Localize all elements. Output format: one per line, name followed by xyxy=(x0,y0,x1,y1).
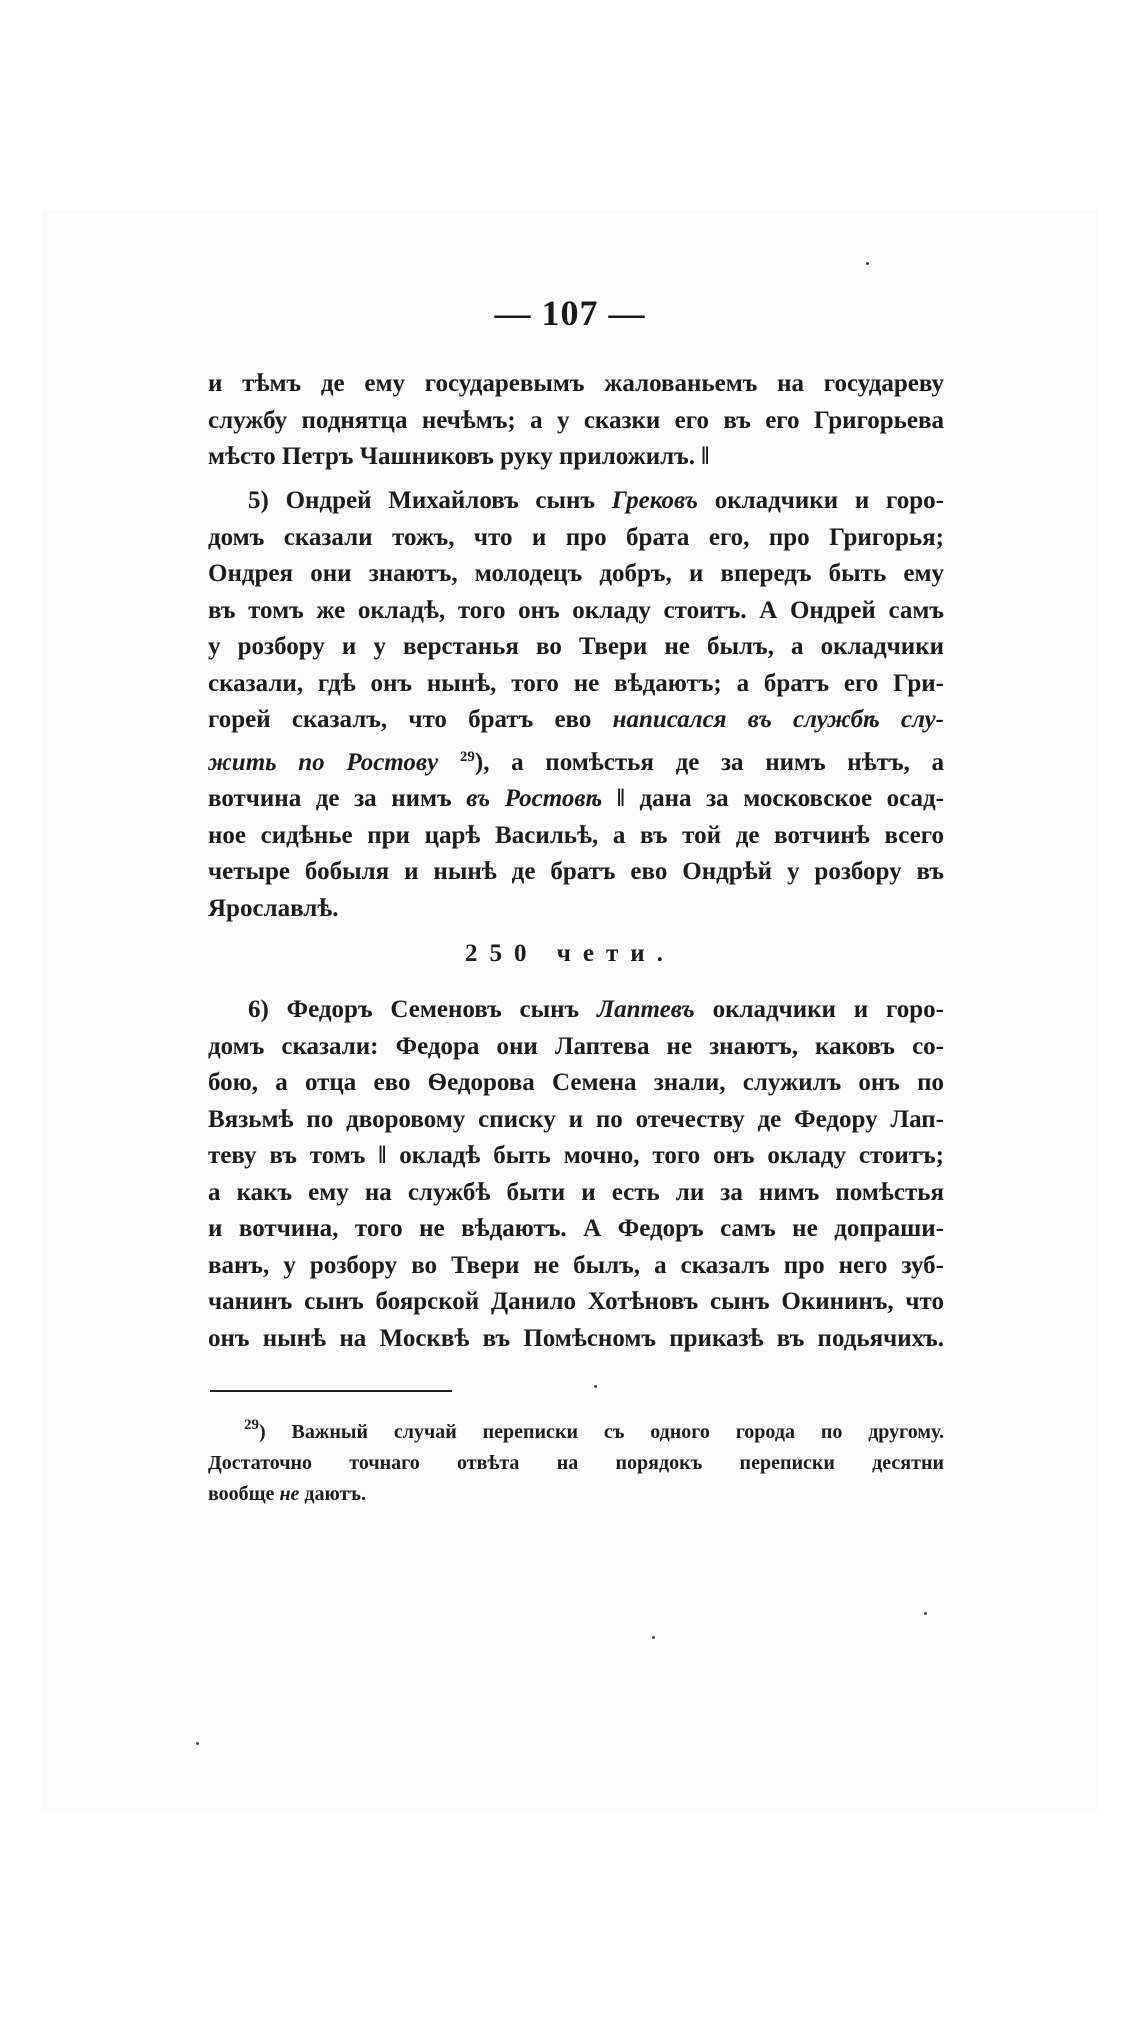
text-line: бою, а отца ево Ѳедорова Семена знали, служилъ онъ по xyxy=(208,1069,944,1096)
scan-speck xyxy=(594,1385,597,1388)
text-line: сказали, гдѣ онъ нынѣ, того не вѣдаютъ; а братъ его Гри- xyxy=(208,669,944,697)
footnote-ref: 29 xyxy=(459,748,475,765)
scan-speck xyxy=(866,262,869,265)
scan-speck xyxy=(196,1742,199,1745)
footnote-line xyxy=(208,1410,944,1448)
text-segment: ) Важный случай переписки съ одного города по другому. xyxy=(259,1421,944,1443)
scan-speck xyxy=(652,1636,655,1639)
text-segment: окладчики и горо- xyxy=(694,996,944,1023)
text-line: у розбору и у верстанья во Твери не былъ, а окладчики xyxy=(208,633,944,660)
paragraph-continued xyxy=(208,366,944,476)
footnote-number: 29 xyxy=(244,1417,259,1433)
text-segment: 5) Ондрей Михайловъ сынъ xyxy=(248,487,612,514)
text-line: чанинъ сынъ боярской Данило Хотѣновъ сынъ Окининъ, что xyxy=(208,1288,944,1315)
text-line xyxy=(208,992,944,1029)
text-segment: вотчина де за нимъ xyxy=(208,785,467,812)
footnote-line: Достаточно точнаго отвѣта на порядокъ переписки десятни xyxy=(208,1452,944,1474)
text-line: и тѣмъ де ему государевымъ жалованьемъ на государеву xyxy=(208,370,944,397)
text-line: мѣсто Петръ Чашниковъ руку приложилъ. ‖ xyxy=(208,443,710,470)
text-line: а какъ ему на службѣ быти и есть ли за нимъ помѣстья xyxy=(208,1178,944,1206)
text-segment: горей сказалъ, что братъ ево xyxy=(208,706,613,733)
text-line: ное сидѣнье при царѣ Васильѣ, а въ той де вотчинѣ всего xyxy=(208,821,944,849)
italic-phrase: написался въ службѣ слу- xyxy=(612,706,944,733)
paragraph-entry-6 xyxy=(208,992,944,1357)
footnote-separator xyxy=(210,1390,452,1392)
text-line xyxy=(208,781,944,818)
text-line xyxy=(208,483,944,520)
text-line: онъ нынѣ на Москвѣ въ Помѣсномъ приказѣ въ подьячихъ. xyxy=(208,1324,944,1352)
text-line: и вотчина, того не вѣдаютъ. А Федоръ самъ не допраши- xyxy=(208,1215,944,1242)
text-segment: окладчики и горо- xyxy=(697,487,944,514)
text-line xyxy=(208,739,944,782)
text-line: въ томъ же окладѣ, того онъ окладу стоитъ. А Ондрей самъ xyxy=(208,596,944,624)
text-line: теву въ томъ ‖ окладѣ быть мочно, того онъ окладу стоитъ; xyxy=(208,1142,944,1169)
paragraph-entry-5 xyxy=(208,483,944,927)
text-segment: ‖ дана за московское осад- xyxy=(602,785,944,812)
text-segment: 6) Федоръ Семеновъ сынъ xyxy=(248,996,597,1023)
text-line: Вязьмѣ по дворовому списку и по отечеству де Федору Лап- xyxy=(208,1105,944,1133)
scan-speck xyxy=(924,1612,927,1615)
text-line: домъ сказали: Федора они Лаптева не знаютъ, каковъ со- xyxy=(208,1032,944,1060)
text-line: домъ сказали тожъ, что и про брата его, про Григорья; xyxy=(208,523,944,551)
text-line: четыре бобыля и нынѣ де братъ ево Ондрѣй у розбору въ xyxy=(208,858,944,885)
text-segment: ), а помѣстья де за нимъ нѣтъ, а xyxy=(474,748,944,776)
footnote xyxy=(208,1410,944,1510)
italic-phrase: въ Ростовѣ xyxy=(466,785,603,812)
italic-phrase: жить по Ростову xyxy=(208,748,439,776)
text-line xyxy=(208,702,944,739)
text-segment: даютъ. xyxy=(299,1483,367,1505)
italic-word: не xyxy=(279,1483,300,1505)
text-line: Ярославлѣ. xyxy=(208,894,339,922)
text-line: службу поднятца нечѣмъ; а у сказки его въ его Григорьева xyxy=(208,406,944,434)
text-segment: вообще xyxy=(208,1483,280,1505)
section-heading: 250 чети. xyxy=(465,940,675,967)
page-number: — 107 — xyxy=(494,293,646,333)
footnote-line xyxy=(208,1479,944,1510)
text-line: Ондрея они знаютъ, молодецъ добръ, и впередъ быть ему xyxy=(208,560,944,587)
text-line: ванъ, у розбору во Твери не былъ, а сказалъ про него зуб- xyxy=(208,1251,944,1279)
surname-laptev: Лаптевъ xyxy=(596,996,695,1023)
surname-grekov: Грековъ xyxy=(611,487,698,514)
